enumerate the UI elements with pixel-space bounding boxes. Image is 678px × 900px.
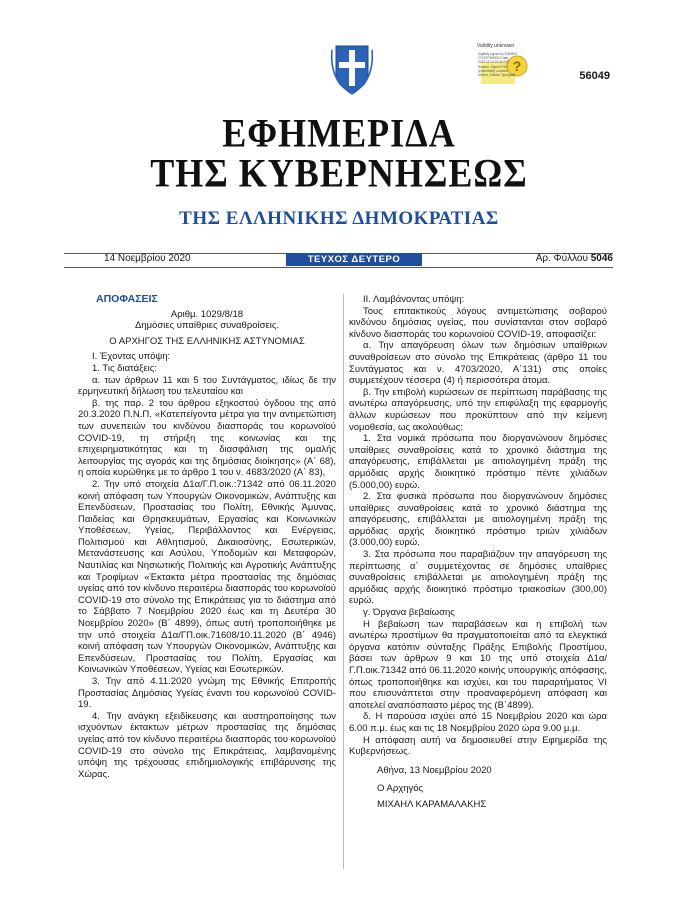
decision-number: Αριθμ. 1029/8/18 <box>170 308 244 320</box>
paragraph: Η βεβαίωση των παραβάσεων και η επιβολή των ανωτέρω προστίμων θα πραγματοποιείται από τα ελεγκτικά όργανα κατόπιν σύνταξης Πράξης Επιβολής Προστίμου, βάσει των άρθρων 9 και 10 της υπό στοιχεία Δ1α/Γ.Π.οικ.71342 από 06.11.2020 κοινής υπουργικής απόφασης, όπως τροποποιήθηκε και ισχύει, και του παραρτήματος VI που επισυνάπτεται στην προαναφερόμενη απόφαση και αποτελεί αναπόσπαστο μέρος της (Β΄4899). <box>349 618 607 711</box>
paragraph: 3. Την από 4.11.2020 γνώμη της Εθνικής Επιτροπής Προστασίας Δημόσιας Υγείας έναντι του κορωνοϊού COVID-19. <box>78 676 336 711</box>
signature-validity-label: Validity unknown <box>477 43 515 49</box>
masthead-subtitle: ΤΗΣ ΚΥΒΕΡΝΗΣΕΩΣ <box>150 150 528 196</box>
paragraph: β. της παρ. 2 του άρθρου εξηκοστού όγδοου της από 20.3.2020 Π.Ν.Π. «Κατεπείγοντα μέτρα για την αντιμετώπιση των συνεπειών του κινδύνου διασποράς του κορωνοϊού COVID-19, τη στήριξη της κοινωνίας και της επιχειρηματικότητας και τη διασφάλιση της ομαλής λειτουργίας της αγοράς και της δημόσιας διοίκησης» (Α΄ 68), η οποία κυρώθηκε με το άρθρο 1 του ν. 4683/2020 (Α΄ 83), <box>78 397 336 479</box>
paragraph: 2. Στα φυσικά πρόσωπα που διοργανώνουν δημόσιες υπαίθριες συναθροίσεις κατά το χρονικό διάστημα της απαγόρευσης, επιβάλλεται με αιτιολογημένη πράξη της αρμόδιας αρχής διοικητικό πρόστιμο τριών χιλιάδων (3.000,00) ευρώ. <box>349 491 607 549</box>
place-date: Αθήνα, 13 Νοεμβρίου 2020 <box>377 764 492 776</box>
signature-details: Digitally signed by ΕΘΝΙΚΟ ΤΥΠΟΓΡΑΦΕΙΟ Date: 2020.11.14 23:46 EET Reason: Signed PDF (embedded) Location: Athens, Ethniko Typografio <box>478 52 517 78</box>
paragraph: 3. Στα πρόσωπα που παραβιάζουν την απαγόρευση της περίπτωσης α΄ συμμετέχοντας σε δημόσιες υπαίθριες συναθροίσεις επιβάλλεται με αιτιολογημένη πράξη της αρμόδιας αρχής διοικητικό πρόστιμο τριακοσίων (300,00) ευρώ. <box>349 549 607 607</box>
paragraph: 1. Στα νομικά πρόσωπα που διοργανώνουν δημόσιες υπαίθριες συναθροίσεις κατά το χρονικό διάστημα της απαγόρευσης, επιβάλλεται με αιτιολογημένη πράξη της αρμόδιας αρχής διοικητικό πρόστιμο πέντε χιλιάδων (5.000,00) ευρώ. <box>349 433 607 491</box>
paragraph: Τους επιτακτικούς λόγους αντιμετώπισης σοβαρού κινδύνου δημόσιας υγείας, που συνίστανται στον σοβαρό κίνδυνο διασποράς του κορωνοϊού COVID-19, αποφασίζει: <box>349 305 607 340</box>
sheet-number <box>536 253 613 264</box>
issue-bar <box>64 253 613 266</box>
paragraph: 1. Τις διατάξεις: <box>92 362 157 374</box>
signer-name: ΜΙΧΑΗΛ ΚΑΡΑΜΑΛΑΚΗΣ <box>377 798 487 810</box>
svg-text:?: ? <box>512 58 522 74</box>
masthead-republic: ΤΗΣ ΕΛΛΗΝΙΚΗΣ ΔΗΜΟΚΡΑΤΙΑΣ <box>179 208 499 229</box>
masthead-title: ΕΦΗΜΕΡΙΔΑ <box>222 110 456 156</box>
column-divider <box>343 294 344 869</box>
paragraph: Ι. Έχοντας υπόψη: <box>92 351 171 363</box>
paragraph: β. Την επιβολή κυρώσεων σε περίπτωση παράβασης της ανωτέρω απαγόρευσης, υπό την επιφύλαξη της εφαρμογής άλλων κυρώσεων που προκύπτουν από την κείμενη νομοθεσία, ως ακολούθως: <box>349 386 607 433</box>
paragraph: ΙΙ. Λαμβάνοντας υπόψη: <box>363 294 465 305</box>
issue-series: ΤΕΥΧΟΣ ΔΕΥΤΕΡΟ <box>286 253 422 266</box>
greek-coat-of-arms-icon <box>330 40 374 96</box>
page-number: 56049 <box>579 70 610 82</box>
left-column <box>78 294 336 780</box>
issue-date: 14 Νοεμβρίου 2020 <box>104 253 191 264</box>
paragraph: α. Την απαγόρευση όλων των δημόσιων υπαίθριων συναθροίσεων στο σύνολο της Επικράτειας (άρθρο 11 του Συντάγματος και ν. 4703/2020, Α΄131) στις οποίες συμμετέχουν τέσσερα (4) ή περισσότερα άτομα. <box>349 340 607 387</box>
decision-subject: Δημόσιες υπαίθριες συναθροίσεις. <box>134 320 280 332</box>
signer-title: Ο Αρχηγός <box>377 783 424 795</box>
paragraph: 4. Την ανάγκη εξειδίκευσης και αυστηροποίησης των ισχυόντων έκτακτων μέτρων προστασίας της δημόσιας υγείας από τον κίνδυνο περαιτέρω διασποράς του κορωνοϊού COVID-19 στο σύνολο της Επικράτειας, λαμβανομένης υπόψη της τρέχουσας επιδημιολογικής επιβάρυνσης της Χώρας. <box>78 710 336 780</box>
sheet-label: Αρ. Φύλλου <box>535 253 588 264</box>
paragraph: δ. Η παρούσα ισχύει από 15 Νοεμβρίου 2020 και ώρα 6.00 π.μ. έως και τις 18 Νοεμβρίου 2020 ώρα 9.00 μ.μ. <box>349 711 607 734</box>
paragraph: α. των άρθρων 11 και 5 του Συντάγματος, ιδίως δε την ερμηνευτική δήλωση του τελευταίου και <box>78 374 336 398</box>
issuing-authority: Ο ΑΡΧΗΓΟΣ ΤΗΣ ΕΛΛΗΝΙΚΗΣ ΑΣΤΥΝΟΜΙΑΣ <box>109 335 305 347</box>
paragraph: 2. Την υπό στοιχεία Δ1α/Γ.Π.οικ.:71342 από 06.11.2020 κοινή απόφαση των Υπουργών Οικονομικών, Ανάπτυξης και Επενδύσεων, Προστασίας του Πολίτη, Εθνικής Άμυνας, Παιδείας και Θρησκευμάτων, Εργασίας και Κοινωνικών Υποθέσεων, Υγείας, Περιβάλλοντος και Ενέργειας, Πολιτισμού και Αθλητισμού, Δικαιοσύνης, Εσωτερικών, Μετανάστευσης και Ασύλου, Υποδομών και Μεταφορών, Ναυτιλίας και Νησιωτικής Πολιτικής και Αγροτικής Ανάπτυξης και Τροφίμων «Έκτακτα μέτρα προστασίας της δημόσιας υγείας από τον κίνδυνο περαιτέρω διασποράς του κορωνοϊού COVID-19 στο σύνολο της Επικράτειας για το διάστημα από το Σάββατο 7 Νοεμβρίου 2020 έως και τη Δευτέρα 30 Νοεμβρίου 2020» (Β΄ 4899), όπως αυτή τροποποιήθηκε με την υπό στοιχεία Δ1α/ΓΠ.οικ.71608/10.11.2020 (Β΄ 4946) κοινή απόφαση των Υπουργών Οικονομικών, Ανάπτυξης και Επενδύσεων, Προστασίας του Πολίτη, Εργασίας και Κοινωνικών Υποθέσεων, Υγείας και Εσωτερικών. <box>78 478 336 676</box>
section-heading: ΑΠΟΦΑΣΕΙΣ <box>96 293 158 305</box>
paragraph: γ. Όργανα βεβαίωσης <box>363 607 455 619</box>
sheet-number-value: 5046 <box>590 253 613 264</box>
divider <box>64 267 613 268</box>
right-column <box>349 294 607 811</box>
paragraph: Η απόφαση αυτή να δημοσιευθεί στην Εφημερίδα της Κυβερνήσεως. <box>349 734 607 758</box>
